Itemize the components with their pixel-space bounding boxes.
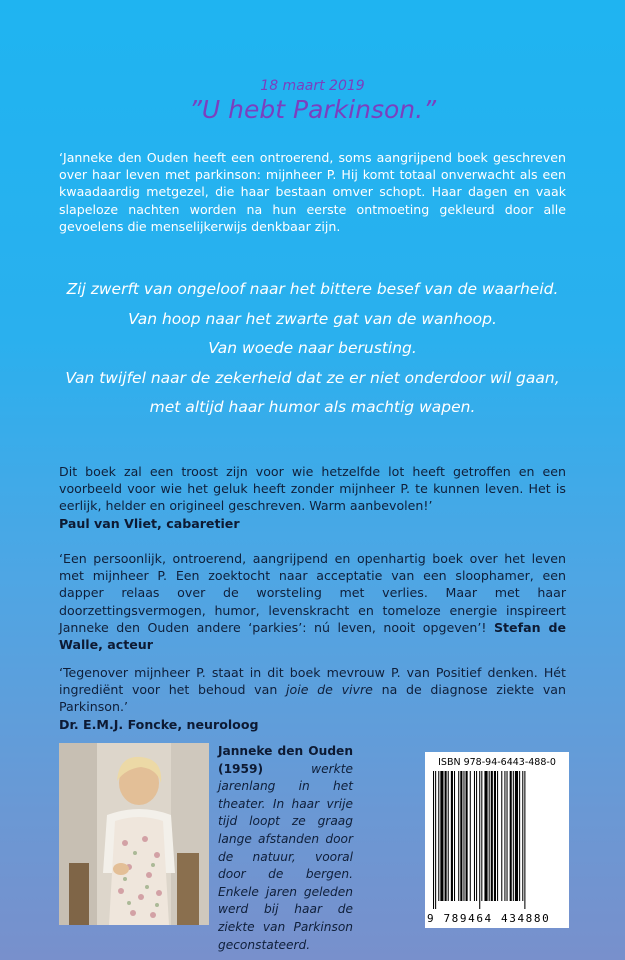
barcode-bar	[484, 771, 487, 901]
barcode-bar	[474, 771, 475, 901]
review-text: ‘Een persoonlijk, ontroerend, aangrijpend en openhartig boek over het leven met mijnheer P. Een zoektocht naar acceptatie van een sloophamer, een dapper relaas over de worsteling met verlies. Maar met haar doorzettingsvermogen, humor, levenskracht en tomeloze energie inspireert Janneke den Ouden andere ‘parkies’: nú leven, nooit opgeven’!	[59, 551, 566, 635]
review-text-end: na de diagnose ziekte van Parkinson.’	[59, 682, 566, 715]
quote-line: Van hoop naar het zwarte gat van de wanhoop.	[128, 309, 497, 328]
quote-line: Zij zwerft van ongeloof naar het bittere besef van de waarheid.	[66, 280, 559, 298]
barcode-bar	[504, 771, 505, 901]
barcode-bar	[460, 771, 462, 901]
barcode-bar	[445, 771, 447, 901]
barcode-box	[425, 752, 569, 928]
review-text: ‘Tegenover mijnheer P. staat in dit boek mevrouw P. van Positief denken. Hét ingrediënt voor het behoud van	[59, 665, 566, 698]
barcode-bar	[433, 771, 434, 909]
barcode-bar	[497, 771, 498, 901]
barcode-bar	[470, 771, 471, 901]
barcode-bar	[458, 771, 459, 901]
review-2	[59, 550, 566, 653]
barcode-bar	[491, 771, 493, 901]
barcode-bar	[479, 771, 480, 909]
barcode-bar	[507, 771, 508, 901]
barcode-bar	[522, 771, 523, 901]
title: ”U hebt Parkinson.”	[188, 95, 437, 124]
barcode-bar	[466, 771, 468, 901]
quote-block	[0, 275, 625, 423]
author-bio	[218, 743, 353, 954]
review-1	[59, 463, 566, 532]
barcode-bar	[510, 771, 512, 901]
barcode-bar	[451, 771, 453, 901]
barcode-bar	[513, 771, 514, 901]
review-author: Stefan de Walle, acteur	[59, 619, 566, 653]
barcode-bar	[481, 771, 482, 901]
author-photo	[59, 743, 209, 925]
barcode-bar	[476, 771, 477, 901]
barcode-bar	[519, 771, 520, 901]
barcode-bar	[515, 771, 518, 901]
barcode-bar	[454, 771, 455, 901]
isbn-label: ISBN 978-94-6443-488-0	[438, 757, 556, 768]
quote-line: met altijd haar humor als machtig wapen.	[149, 398, 476, 416]
intro-paragraph: ‘Janneke den Ouden heeft een ontroerend, soms aangrijpend boek geschreven over haar leven met parkinson: mijnheer P. Hij komt totaal onverwacht als een kwaadaardig metgezel, die haar bestaan omver schopt. Haar dagen en vaak slapeloze nachten worden na hun eerste ontmoeting gekleurd door alle gevoelens die menselijkerwijs denkbaar zijn.	[59, 150, 566, 234]
quote-line: Van woede naar berusting.	[208, 339, 417, 357]
barcode-bar	[501, 771, 502, 901]
review-3	[59, 664, 566, 733]
author-name: Janneke den Ouden (1959)	[218, 744, 353, 776]
barcode-bar	[435, 771, 436, 909]
quote-line: Van twijfel naar de zekerheid dat ze er niet onderdoor wil gaan,	[65, 368, 560, 387]
barcode-bar	[494, 771, 496, 901]
bio-text: werkte jarenlang in het theater. In haar vrije tijd loopt ze graag lange afstanden door de natuur, vooral door de bergen. Enkele jaren geleden werd bij haar de ziekte van Parkinson geconstateerd.	[218, 761, 353, 952]
review-author: Dr. E.M.J. Foncke, neuroloog	[59, 716, 259, 732]
barcode-digits: 9 789464 434880	[427, 912, 551, 925]
barcode-bar	[448, 771, 449, 901]
review-text: Dit boek zal een troost zijn voor wie hetzelfde lot heeft getroffen en een voorbeeld voor wie het geluk heeft zonder mijnheer P. te kunnen leven. Het is eerlijk, helder en origineel geschreven. Warm aanbevolen!’	[59, 464, 566, 514]
date: 18 maart 2019	[260, 78, 365, 94]
barcode-bar	[440, 771, 443, 901]
barcode-bar	[438, 771, 439, 901]
review-author: Paul van Vliet, cabaretier	[59, 515, 240, 531]
barcode-bar	[463, 771, 464, 901]
barcode-bars	[433, 771, 561, 909]
review-italic: joie de vivre	[286, 682, 373, 698]
barcode-bar	[524, 771, 525, 909]
barcode-bar	[489, 771, 490, 901]
